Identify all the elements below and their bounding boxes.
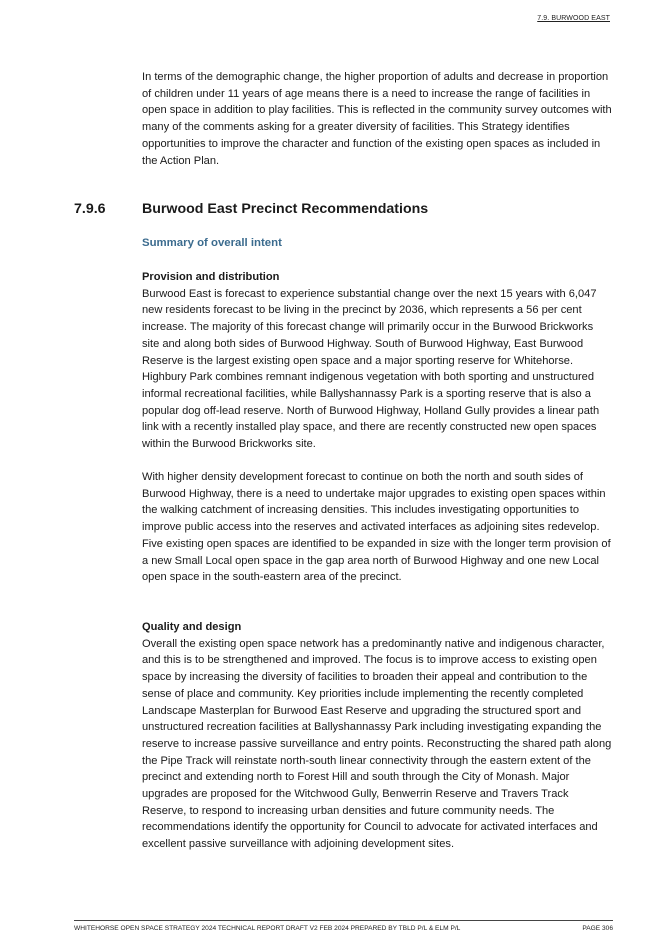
running-header-section-link[interactable]: 7.9. BURWOOD EAST bbox=[537, 15, 610, 22]
provision-block bbox=[142, 269, 612, 453]
footer-document-info: WHITEHORSE OPEN SPACE STRATEGY 2024 TECHNICAL REPORT DRAFT V2 FEB 2024 PREPARED BY TBLD P/L & ELM P/L bbox=[74, 925, 461, 932]
quality-block bbox=[142, 619, 612, 853]
intro-block bbox=[142, 69, 612, 169]
provision-paragraph-1: Burwood East is forecast to experience substantial change over the next 15 years with 6,047 new residents forecast to be living in the precinct by 2036, which represents a 56 per cent increase. The majority of this forecast change will primarily occur in the Burwood Brickworks site and along both sides of Burwood Highway. South of Burwood Highway, East Burwood Reserve is the largest existing open space and a major sporting reserve for Whitehorse. Highbury Park combines remnant indigenous vegetation with both sporting and unstructured informal recreational facilities, while Ballyshannassy Park is a sporting reserve that is also a popular dog off-lead reserve. North of Burwood Highway, Holland Gully provides a linear path link with a recently installed play space, and there are recently constructed new open spaces within the Burwood Brickworks site. bbox=[142, 287, 600, 451]
quality-heading: Quality and design bbox=[142, 621, 242, 633]
footer-page-number: PAGE 306 bbox=[582, 925, 613, 932]
page-footer bbox=[74, 925, 613, 932]
provision-paragraph-2: With higher density development forecast to continue on both the north and south sides of Burwood Highway, there is a need to undertake major upgrades to existing open spaces within the walking catchment of increasing densities. This includes investigating opportunities to improve public access into the reserves and activated interfaces as adjoining sites redevelop. Five existing open spaces are identified to be expanded in size with the longer term provision of a new Small Local open space in the gap area north of Burwood Highway and one new Local open space in the south-eastern area of the precinct. bbox=[142, 471, 611, 584]
footer-divider bbox=[74, 920, 613, 921]
section-title: Burwood East Precinct Recommendations bbox=[142, 201, 429, 217]
summary-heading: Summary of overall intent bbox=[142, 237, 282, 249]
intro-paragraph: In terms of the demographic change, the higher proportion of adults and decrease in proportion of children under 11 years of age means there is a need to increase the range of facilities in open space in addition to play facilities. This is reflected in the community survey outcomes with many of the comments asking for a greater diversity of facilities. This Strategy identifies opportunities to improve the character and function of the existing open spaces as included in the Action Plan. bbox=[142, 71, 612, 167]
provision-heading: Provision and distribution bbox=[142, 271, 280, 283]
density-block bbox=[142, 469, 612, 586]
quality-paragraph: Overall the existing open space network has a predominantly native and indigenous character, and this is to be strengthened and improved. The focus is to improve access to existing open space by increasing the diversity of facilities to broaden their appeal and contribution to the sense of place and community. Key priorities include implementing the recently completed Landscape Masterplan for Burwood East Reserve and upgrading the structured sport and unstructured recreation facilities at Ballyshannassy Park including investigating expanding the reserve to increase passive surveillance and entry points. Reconstructing the shared path along the Pipe Track will reinstate north-south linear connectivity through the eastern extent of the precinct and extending north to Forest Hill and south through the City of Monash. Major upgrades are proposed for the Witchwood Gully, Benwerrin Reserve and Travers Track Reserve, to respond to increasing urban densities and future community needs. The recommendations identify the opportunity for Council to advocate for activated interfaces and excellent passive surveillance with adjoining development sites. bbox=[142, 637, 612, 851]
section-number: 7.9.6 bbox=[74, 201, 106, 217]
